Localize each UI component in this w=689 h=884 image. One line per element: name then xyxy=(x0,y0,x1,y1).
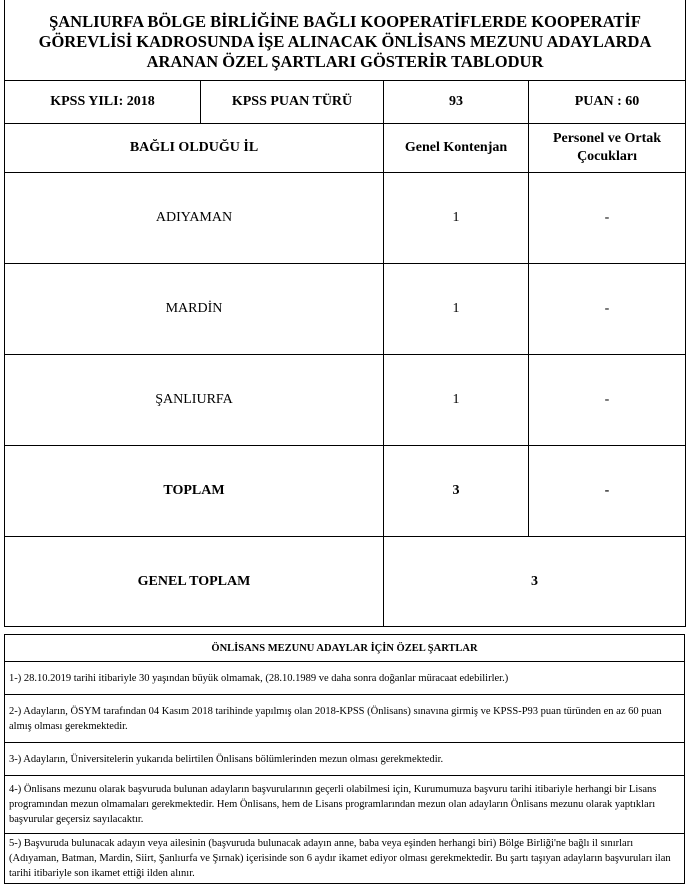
province-cell: MARDİN xyxy=(5,264,384,355)
province-cell: ADIYAMAN xyxy=(5,173,384,264)
table-row xyxy=(5,173,686,264)
general-quota-cell: 1 xyxy=(384,264,529,355)
general-quota-cell: 1 xyxy=(384,355,529,446)
document-title xyxy=(5,0,686,81)
kpss-score-type-label: KPSS PUAN TÜRÜ xyxy=(201,81,384,124)
staff-children-column-header: Personel ve Ortak Çocukları xyxy=(529,124,686,173)
staff-children-cell: - xyxy=(529,264,686,355)
grand-total-value: 3 xyxy=(384,537,686,627)
grand-total-label: GENEL TOPLAM xyxy=(5,537,384,627)
condition-item: 3-) Adayların, Üniversitelerin yukarıda belirtilen Önlisans bölümlerinden mezun olması gerekmektedir. xyxy=(5,743,685,776)
total-label: TOPLAM xyxy=(5,446,384,537)
condition-item: 4-) Önlisans mezunu olarak başvuruda bulunan adayların başvurularının geçerli olabilmesi için, Kurumumuza başvuru tarihi itibariyle herhangi bir Lisans programından mezun olmamaları gerekmektedir. Hem Önlisans, hem de Lisans programlarından mezun olan adayların Önlisans mezunu olarak yaptıkları başvurular geçersiz sayılacaktır. xyxy=(5,776,685,834)
total-general-quota: 3 xyxy=(384,446,529,537)
kpss-year-cell: KPSS YILI: 2018 xyxy=(5,81,201,124)
title-line-3: ARANAN ÖZEL ŞARTLARI GÖSTERİR TABLODUR xyxy=(146,52,544,71)
special-conditions-table xyxy=(4,634,685,884)
province-cell: ŞANLIURFA xyxy=(5,355,384,446)
title-line-2: GÖREVLİSİ KADROSUNDA İŞE ALINACAK ÖNLİSANS MEZUNU ADAYLARDA xyxy=(38,32,652,51)
kpss-score-cell: PUAN : 60 xyxy=(529,81,686,124)
condition-item: 2-) Adayların, ÖSYM tarafından 04 Kasım 2018 tarihinde yapılmış olan 2018-KPSS (Önlisans) sınavına girmiş ve KPSS-P93 puan türünden en az 60 puan almış olması gerekmektedir. xyxy=(5,695,685,743)
staff-children-cell: - xyxy=(529,173,686,264)
grand-total-row xyxy=(5,537,686,627)
title-line-1: ŞANLIURFA BÖLGE BİRLİĞİNE BAĞLI KOOPERATİFLERDE KOOPERATİF xyxy=(49,12,641,31)
staff-children-cell: - xyxy=(529,355,686,446)
table-row xyxy=(5,355,686,446)
general-quota-cell: 1 xyxy=(384,173,529,264)
quota-table xyxy=(4,0,686,627)
province-column-header: BAĞLI OLDUĞU İL xyxy=(5,124,384,173)
total-staff-children: - xyxy=(529,446,686,537)
table-row xyxy=(5,264,686,355)
general-quota-column-header: Genel Kontenjan xyxy=(384,124,529,173)
total-row xyxy=(5,446,686,537)
condition-item: 5-) Başvuruda bulunacak adayın veya ailesinin (başvuruda bulunacak adayın anne, baba veya eşinden herhangi biri) Bölge Birliği'ne bağlı il sınırları (Adıyaman, Batman, Mardin, Siirt, Şanlıurfa ve Şırnak) içerisinde son 6 aydır ikamet ediyor olması gerekmektedir. Bu şartı taşıyan adayların başvuruları ilan tarihi itibariyle son ikamet ettiği ilden alınır. xyxy=(5,834,685,884)
special-conditions-heading: ÖNLİSANS MEZUNU ADAYLAR İÇİN ÖZEL ŞARTLAR xyxy=(5,635,685,662)
kpss-score-type-value: 93 xyxy=(384,81,529,124)
condition-item: 1-) 28.10.2019 tarihi itibariyle 30 yaşından büyük olmamak, (28.10.1989 ve daha sonra doğanlar müracaat edebilirler.) xyxy=(5,662,685,695)
